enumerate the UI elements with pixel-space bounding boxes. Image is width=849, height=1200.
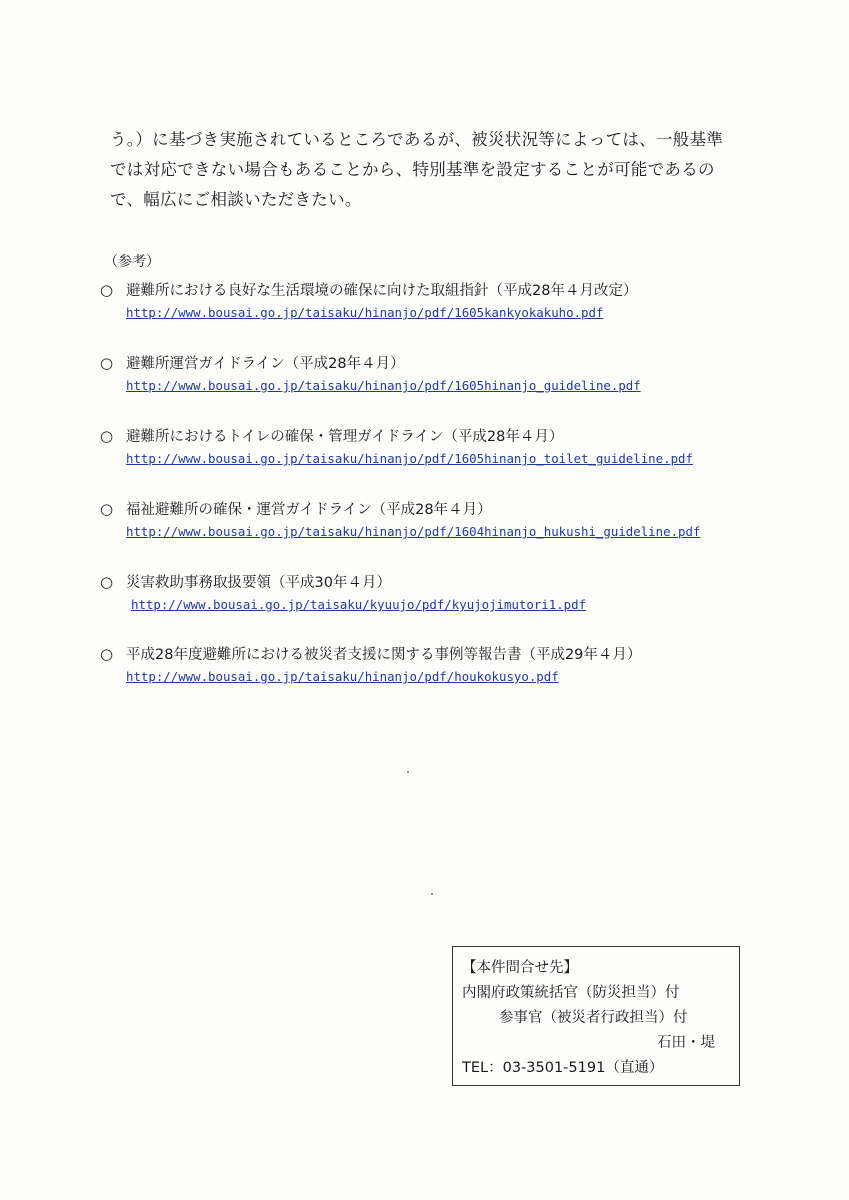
- circle-bullet-icon: ○: [100, 281, 114, 299]
- circle-bullet-icon: ○: [100, 645, 114, 663]
- reference-title: 福祉避難所の確保・運営ガイドライン（平成28年４月）: [126, 502, 492, 518]
- reference-item: [100, 643, 800, 716]
- reference-item: [100, 425, 800, 498]
- reference-item: [100, 498, 800, 571]
- intro-line: で、幅広にご相談いただきたい。: [110, 190, 362, 209]
- contact-office: 内閣府政策統括官（防災担当）付: [462, 985, 680, 1001]
- contact-box: [452, 946, 740, 1086]
- reference-title: 災害救助事務取扱要領（平成30年４月）: [126, 575, 391, 591]
- reference-title: 避難所におけるトイレの確保・管理ガイドライン（平成28年４月）: [126, 429, 564, 445]
- reference-link[interactable]: http://www.bousai.go.jp/taisaku/hinanjo/pdf/1605hinanjo_guideline.pdf: [126, 378, 641, 393]
- scan-speck: [431, 893, 433, 895]
- circle-bullet-icon: ○: [100, 573, 114, 591]
- reference-item: [100, 279, 800, 352]
- circle-bullet-icon: ○: [100, 354, 114, 372]
- intro-paragraph: [110, 125, 760, 215]
- contact-persons: 石田・堤: [657, 1035, 715, 1051]
- reference-link[interactable]: http://www.bousai.go.jp/taisaku/hinanjo/pdf/1605kankyokakuho.pdf: [126, 305, 604, 320]
- reference-link[interactable]: http://www.bousai.go.jp/taisaku/hinanjo/pdf/1605hinanjo_toilet_guideline.pdf: [126, 451, 693, 466]
- intro-line: では対応できない場合もあることから、特別基準を設定することが可能であるの: [110, 160, 715, 179]
- circle-bullet-icon: ○: [100, 427, 114, 445]
- contact-division: 参事官（被災者行政担当）付: [499, 1010, 688, 1026]
- reference-title: 避難所における良好な生活環境の確保に向けた取組指針（平成28年４月改定）: [126, 283, 638, 299]
- reference-item: [100, 571, 800, 643]
- reference-link[interactable]: http://www.bousai.go.jp/taisaku/hinanjo/pdf/1604hinanjo_hukushi_guideline.pdf: [126, 524, 701, 539]
- scan-speck: [407, 771, 409, 773]
- intro-line: う。）に基づき実施されているところであるが、被災状況等によっては、一般基準: [110, 130, 724, 149]
- references-heading: （参考）: [104, 254, 160, 270]
- contact-heading: 【本件問合せ先】: [462, 960, 578, 976]
- reference-link[interactable]: http://www.bousai.go.jp/taisaku/hinanjo/pdf/houkokusyo.pdf: [126, 669, 559, 684]
- circle-bullet-icon: ○: [100, 500, 114, 518]
- references-list: [100, 279, 800, 716]
- reference-link[interactable]: http://www.bousai.go.jp/taisaku/kyuujo/pdf/kyujojimutori1.pdf: [131, 597, 587, 612]
- reference-title: 平成28年度避難所における被災者支援に関する事例等報告書（平成29年４月）: [126, 647, 642, 663]
- contact-phone: TEL：03-3501-5191（直通）: [462, 1060, 664, 1076]
- reference-title: 避難所運営ガイドライン（平成28年４月）: [126, 356, 405, 372]
- reference-item: [100, 352, 800, 425]
